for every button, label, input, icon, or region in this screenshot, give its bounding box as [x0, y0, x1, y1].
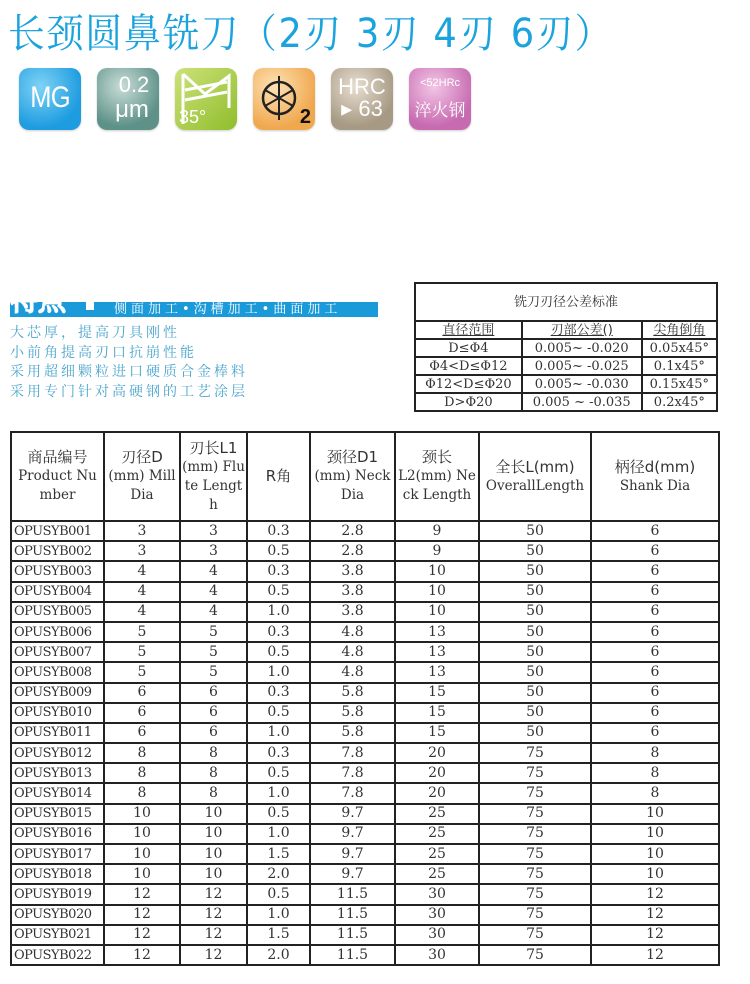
neck-length: 25 [395, 824, 479, 844]
tolerance-header: 刃部公差() [522, 321, 642, 339]
mill-dia: 8 [104, 743, 180, 763]
shank-dia: 10 [591, 824, 719, 844]
flute-length: 6 [180, 683, 247, 703]
badge-label: 35° [179, 107, 207, 127]
table-row [11, 844, 719, 864]
shank-dia: 12 [591, 884, 719, 904]
hrc-badge-icon [331, 68, 393, 130]
corner-chamfer: 0.15x45° [642, 375, 717, 393]
overall-length: 50 [479, 541, 591, 561]
r-angle: 1.5 [247, 844, 310, 864]
neck-dia: 9.7 [310, 804, 395, 824]
mill-dia: 5 [104, 642, 180, 662]
neck-length: 13 [395, 642, 479, 662]
product-number: OPUSYB014 [11, 783, 104, 803]
col-mill-dia: 刃径D (mm) Mill Dia [104, 432, 180, 521]
neck-dia: 11.5 [310, 925, 395, 945]
corner-chamfer: 0.05x45° [642, 339, 717, 357]
neck-length: 20 [395, 783, 479, 803]
neck-length: 15 [395, 683, 479, 703]
product-number: OPUSYB020 [11, 905, 104, 925]
overall-length: 50 [479, 703, 591, 723]
flute-length: 10 [180, 864, 247, 884]
neck-length: 10 [395, 561, 479, 581]
feature-item: 小前角提高刃口抗崩性能 [10, 344, 197, 361]
shank-dia: 12 [591, 945, 719, 965]
table-row [11, 622, 719, 642]
shank-dia: 12 [591, 925, 719, 945]
product-number: OPUSYB003 [11, 561, 104, 581]
features-list [10, 324, 248, 402]
overall-length: 75 [479, 884, 591, 904]
r-angle: 0.5 [247, 703, 310, 723]
shank-dia: 6 [591, 521, 719, 541]
edge-tolerance: 0.005~ -0.030 [522, 375, 642, 393]
corner-chamfer: 0.2x45° [642, 393, 717, 411]
overall-length: 50 [479, 683, 591, 703]
product-number: OPUSYB012 [11, 743, 104, 763]
mill-dia: 4 [104, 602, 180, 622]
flute-length: 4 [180, 582, 247, 602]
table-row [11, 763, 719, 783]
mill-dia: 12 [104, 945, 180, 965]
col-product-number: 商品编号 Product Number [11, 432, 104, 521]
corner-chamfer: 0.1x45° [642, 357, 717, 375]
flute-length: 12 [180, 884, 247, 904]
edge-tolerance: 0.005~ -0.020 [522, 339, 642, 357]
shank-dia: 6 [591, 582, 719, 602]
r-angle: 1.0 [247, 905, 310, 925]
neck-dia: 3.8 [310, 582, 395, 602]
flute-length: 12 [180, 905, 247, 925]
flute-length: 5 [180, 642, 247, 662]
shank-dia: 6 [591, 723, 719, 743]
r-angle: 0.5 [247, 884, 310, 904]
edge-tolerance: 0.005~ -0.025 [522, 357, 642, 375]
flute-length: 12 [180, 945, 247, 965]
r-angle: 0.5 [247, 582, 310, 602]
badge-label: 0.2 [118, 72, 150, 97]
overall-length: 50 [479, 662, 591, 682]
shank-dia: 8 [591, 763, 719, 783]
table-row [11, 723, 719, 743]
product-number: OPUSYB022 [11, 945, 104, 965]
flute-length: 4 [180, 602, 247, 622]
mill-dia: 5 [104, 662, 180, 682]
mg-badge-icon [19, 68, 81, 130]
flute-length: 10 [180, 804, 247, 824]
mill-dia: 6 [104, 723, 180, 743]
flute-length: 8 [180, 783, 247, 803]
neck-length: 20 [395, 743, 479, 763]
neck-dia: 5.8 [310, 683, 395, 703]
col-r-angle: R角 [247, 432, 310, 521]
table-row [11, 602, 719, 622]
mill-dia: 6 [104, 703, 180, 723]
r-angle: 1.0 [247, 723, 310, 743]
table-row [11, 945, 719, 965]
feature-item: 大芯厚，提高刀具刚性 [10, 325, 180, 341]
mill-dia: 12 [104, 884, 180, 904]
mill-dia: 10 [104, 844, 180, 864]
product-number: OPUSYB016 [11, 824, 104, 844]
flute-length: 3 [180, 521, 247, 541]
mill-dia: 4 [104, 582, 180, 602]
shank-dia: 6 [591, 703, 719, 723]
table-row [11, 662, 719, 682]
neck-dia: 11.5 [310, 884, 395, 904]
hardened-steel-badge-icon [409, 68, 471, 130]
r-angle: 0.5 [247, 804, 310, 824]
table-row [11, 541, 719, 561]
shank-dia: 6 [591, 642, 719, 662]
feature-badges [19, 68, 471, 130]
overall-length: 75 [479, 864, 591, 884]
product-number: OPUSYB002 [11, 541, 104, 561]
shank-dia: 6 [591, 683, 719, 703]
mill-dia: 10 [104, 864, 180, 884]
badge-label: 2 [299, 106, 311, 128]
product-number: OPUSYB015 [11, 804, 104, 824]
mill-dia: 4 [104, 561, 180, 581]
product-number: OPUSYB007 [11, 642, 104, 662]
colon-mark [86, 302, 94, 310]
neck-length: 30 [395, 925, 479, 945]
product-number: OPUSYB017 [11, 844, 104, 864]
shank-dia: 8 [591, 783, 719, 803]
col-flute-length: 刃长L1 (mm) Flute Length [180, 432, 247, 521]
product-number: OPUSYB009 [11, 683, 104, 703]
col-shank-dia: 柄径d(mm) Shank Dia [591, 432, 719, 521]
overall-length: 75 [479, 783, 591, 803]
table-row [11, 864, 719, 884]
flute-length: 3 [180, 541, 247, 561]
neck-length: 25 [395, 864, 479, 884]
mill-dia: 3 [104, 541, 180, 561]
table-row [11, 925, 719, 945]
mill-dia: 10 [104, 804, 180, 824]
tolerance-caption: 铣刀刃径公差标准 [415, 283, 717, 321]
neck-length: 10 [395, 602, 479, 622]
neck-dia: 5.8 [310, 723, 395, 743]
overall-length: 50 [479, 622, 591, 642]
flute-length: 8 [180, 743, 247, 763]
table-row [11, 561, 719, 581]
flute-length: 6 [180, 723, 247, 743]
tolerance-header: 直径范围 [415, 321, 522, 339]
overall-length: 75 [479, 844, 591, 864]
neck-dia: 2.8 [310, 541, 395, 561]
table-row [11, 521, 719, 541]
diameter-range: Φ12<D≤Φ20 [415, 375, 522, 393]
table-row [11, 642, 719, 662]
r-angle: 0.5 [247, 642, 310, 662]
mill-dia: 8 [104, 763, 180, 783]
tolerance-row [415, 393, 717, 411]
tolerance-row [415, 339, 717, 357]
edge-tolerance: 0.005 ~ -0.035 [522, 393, 642, 411]
flute-count-badge-icon [253, 68, 315, 130]
badge-label: μm [115, 96, 149, 123]
neck-dia: 3.8 [310, 561, 395, 581]
r-angle: 2.0 [247, 945, 310, 965]
product-number: OPUSYB001 [11, 521, 104, 541]
feature-item: 采用专门针对高硬钢的工艺涂层 [10, 383, 248, 400]
mill-dia: 12 [104, 905, 180, 925]
neck-dia: 4.8 [310, 662, 395, 682]
mill-dia: 5 [104, 622, 180, 642]
neck-dia: 9.7 [310, 824, 395, 844]
col-overall-length: 全长L(mm) OverallLength [479, 432, 591, 521]
mill-dia: 3 [104, 521, 180, 541]
flute-length: 5 [180, 622, 247, 642]
neck-length: 13 [395, 622, 479, 642]
shank-dia: 6 [591, 662, 719, 682]
shank-dia: 8 [591, 743, 719, 763]
product-table-body [11, 521, 719, 965]
r-angle: 0.5 [247, 541, 310, 561]
features-header [10, 284, 378, 320]
diameter-range: Φ4<D≤Φ12 [415, 357, 522, 375]
r-angle: 0.3 [247, 561, 310, 581]
neck-length: 30 [395, 945, 479, 965]
feature-item: 采用超细颗粒进口硬质合金棒料 [10, 364, 248, 380]
features-heading: 特点 [10, 284, 67, 317]
shank-dia: 10 [591, 864, 719, 884]
r-angle: 1.0 [247, 824, 310, 844]
table-row [11, 884, 719, 904]
overall-length: 75 [479, 905, 591, 925]
overall-length: 50 [479, 582, 591, 602]
product-number: OPUSYB008 [11, 662, 104, 682]
diameter-range: D≤Φ4 [415, 339, 522, 357]
col-neck-dia: 颈径D1 (mm) Neck Dia [310, 432, 395, 521]
neck-length: 10 [395, 582, 479, 602]
r-angle: 1.0 [247, 602, 310, 622]
product-number: OPUSYB011 [11, 723, 104, 743]
r-angle: 0.5 [247, 763, 310, 783]
mill-dia: 12 [104, 925, 180, 945]
badge-label: MG [30, 81, 70, 114]
col-neck-length: 颈长 L2(mm) Neck Length [395, 432, 479, 521]
neck-dia: 7.8 [310, 743, 395, 763]
r-angle: 0.3 [247, 622, 310, 642]
overall-length: 75 [479, 763, 591, 783]
tolerance-row [415, 375, 717, 393]
diameter-range: D>Φ20 [415, 393, 522, 411]
shank-dia: 6 [591, 622, 719, 642]
overall-length: 50 [479, 521, 591, 541]
table-row [11, 743, 719, 763]
product-number: OPUSYB019 [11, 884, 104, 904]
neck-length: 15 [395, 703, 479, 723]
shank-dia: 10 [591, 844, 719, 864]
overall-length: 50 [479, 723, 591, 743]
r-angle: 2.0 [247, 864, 310, 884]
flute-length: 10 [180, 844, 247, 864]
shank-dia: 6 [591, 541, 719, 561]
flute-length: 12 [180, 925, 247, 945]
product-table-header [11, 432, 719, 521]
neck-length: 9 [395, 541, 479, 561]
r-angle: 1.0 [247, 662, 310, 682]
shank-dia: 6 [591, 602, 719, 622]
neck-dia: 2.8 [310, 521, 395, 541]
table-row [11, 683, 719, 703]
flute-length: 8 [180, 763, 247, 783]
r-angle: 0.3 [247, 683, 310, 703]
overall-length: 50 [479, 561, 591, 581]
neck-length: 20 [395, 763, 479, 783]
product-number: OPUSYB021 [11, 925, 104, 945]
product-number: OPUSYB010 [11, 703, 104, 723]
neck-length: 25 [395, 804, 479, 824]
shank-dia: 6 [591, 561, 719, 581]
neck-length: 13 [395, 662, 479, 682]
mill-dia: 6 [104, 683, 180, 703]
product-table [10, 431, 720, 966]
neck-dia: 11.5 [310, 905, 395, 925]
neck-length: 30 [395, 884, 479, 904]
r-angle: 1.0 [247, 783, 310, 803]
neck-dia: 9.7 [310, 844, 395, 864]
overall-length: 75 [479, 945, 591, 965]
r-angle: 0.3 [247, 521, 310, 541]
table-row [11, 582, 719, 602]
overall-length: 75 [479, 824, 591, 844]
overall-length: 75 [479, 804, 591, 824]
neck-dia: 7.8 [310, 763, 395, 783]
tolerance-table [414, 282, 718, 412]
neck-dia: 3.8 [310, 602, 395, 622]
shank-dia: 12 [591, 905, 719, 925]
neck-dia: 11.5 [310, 945, 395, 965]
tolerance-row [415, 357, 717, 375]
product-number: OPUSYB006 [11, 622, 104, 642]
tolerance-header: 尖角倒角 [642, 321, 717, 339]
flute-length: 10 [180, 824, 247, 844]
overall-length: 75 [479, 925, 591, 945]
badge-label: HRC [338, 74, 386, 99]
r-angle: 0.3 [247, 743, 310, 763]
overall-length: 75 [479, 743, 591, 763]
micron-badge-icon [97, 68, 159, 130]
neck-dia: 4.8 [310, 622, 395, 642]
flute-length: 6 [180, 703, 247, 723]
helix-angle-badge-icon [175, 68, 237, 130]
mill-dia: 8 [104, 783, 180, 803]
shank-dia: 10 [591, 804, 719, 824]
table-row [11, 824, 719, 844]
table-row [11, 905, 719, 925]
neck-length: 25 [395, 844, 479, 864]
table-row [11, 703, 719, 723]
badge-label: 淬火钢 [414, 101, 466, 121]
overall-length: 50 [479, 602, 591, 622]
table-row [11, 804, 719, 824]
product-number: OPUSYB018 [11, 864, 104, 884]
badge-label: ▸ 63 [341, 96, 383, 121]
overall-length: 50 [479, 642, 591, 662]
flute-length: 5 [180, 662, 247, 682]
table-row [11, 783, 719, 803]
product-number: OPUSYB005 [11, 602, 104, 622]
neck-dia: 5.8 [310, 703, 395, 723]
badge-label: <52HRc [419, 77, 461, 89]
neck-dia: 7.8 [310, 783, 395, 803]
r-angle: 1.5 [247, 925, 310, 945]
neck-length: 30 [395, 905, 479, 925]
mill-dia: 10 [104, 824, 180, 844]
neck-length: 15 [395, 723, 479, 743]
page-title: 长颈圆鼻铣刀（2刃 3刃 4刃 6刃） [8, 11, 614, 57]
features-subheading: 侧面加工•沟槽加工•曲面加工 [114, 302, 342, 317]
neck-dia: 9.7 [310, 864, 395, 884]
product-number: OPUSYB013 [11, 763, 104, 783]
flute-length: 4 [180, 561, 247, 581]
neck-dia: 4.8 [310, 642, 395, 662]
product-number: OPUSYB004 [11, 582, 104, 602]
neck-length: 9 [395, 521, 479, 541]
